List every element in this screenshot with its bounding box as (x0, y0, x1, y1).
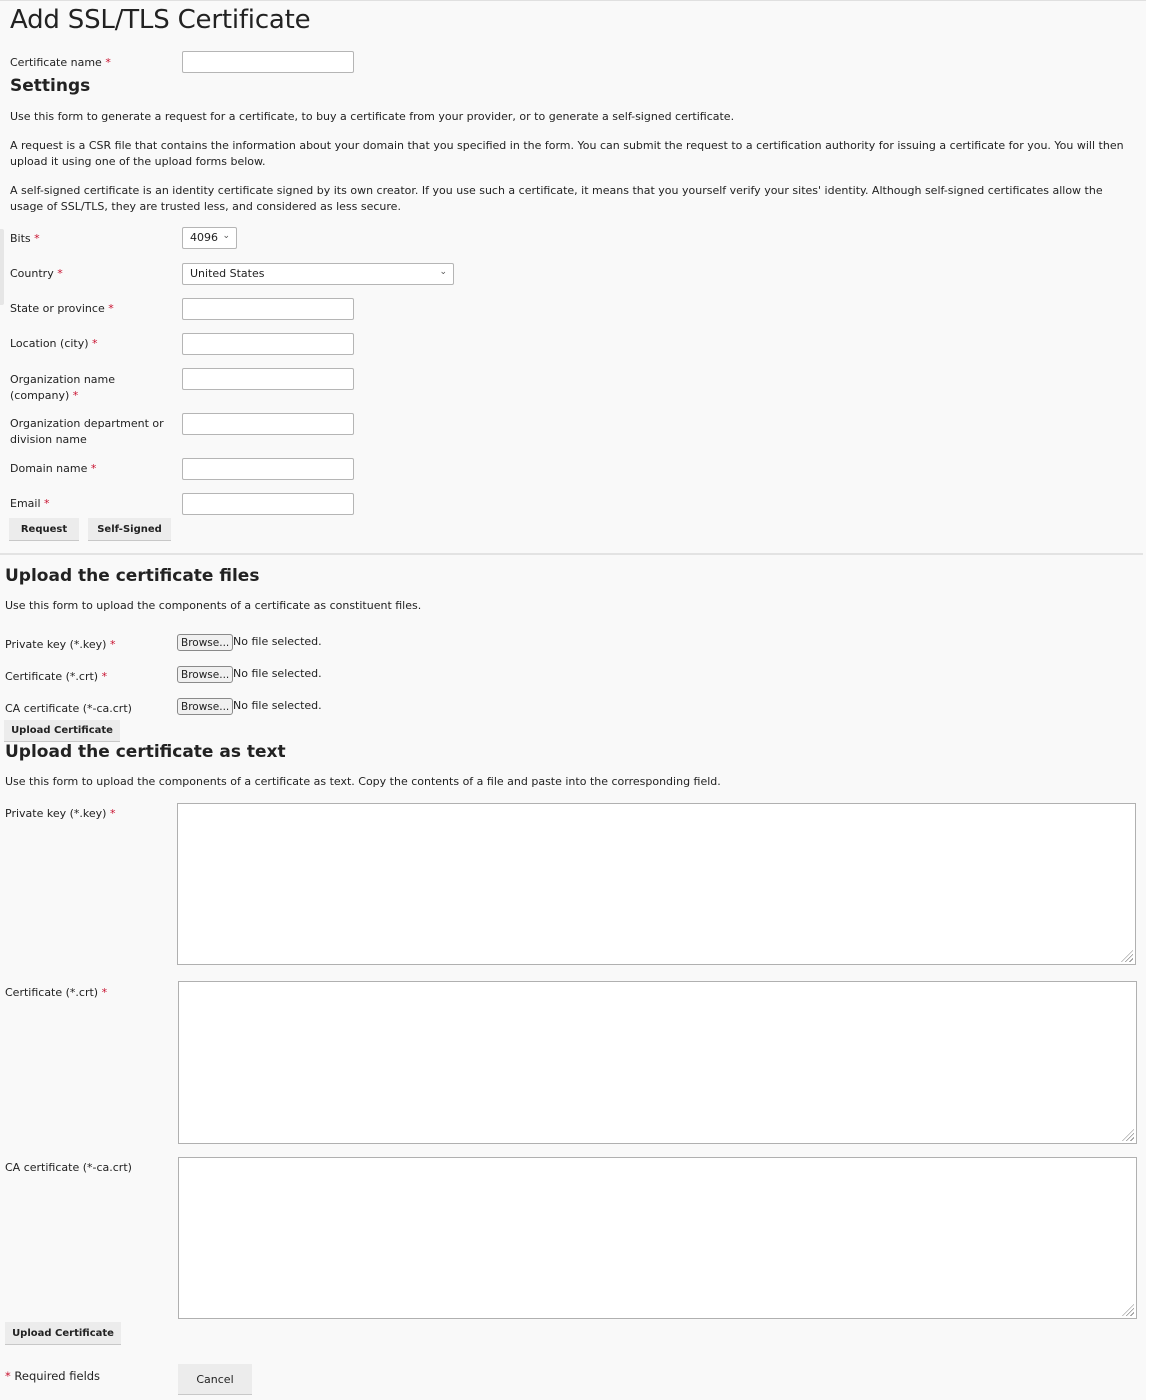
label-text: Location (city) (10, 337, 89, 350)
file-private-key-label (5, 637, 115, 653)
resize-grip-icon[interactable] (1122, 1304, 1134, 1316)
upload-text-heading: Upload the certificate as text (5, 742, 286, 762)
label-text: (company) (10, 389, 70, 402)
label-text: Organization name (10, 373, 116, 386)
private-key-file-status: No file selected. (233, 635, 322, 648)
org-department-input[interactable] (182, 413, 354, 435)
required-note-text: Required fields (14, 1369, 101, 1383)
required-fields-note (5, 1368, 100, 1384)
upload-text-description: Use this form to upload the components of a certificate as text. Copy the contents of a file and paste into the corresponding field. (5, 775, 721, 788)
state-label (10, 301, 114, 317)
country-selected-value: United States (190, 267, 265, 280)
text-ca-certificate-label (5, 1160, 132, 1176)
bits-select[interactable] (182, 227, 237, 249)
certificate-name-label (10, 55, 111, 71)
bits-label (10, 231, 40, 247)
bits-selected-value: 4096 (190, 231, 218, 244)
label-text: division name (10, 433, 87, 446)
required-marker: * (44, 497, 50, 510)
upload-text-submit-button[interactable]: Upload Certificate (5, 1322, 121, 1345)
certificate-name-input[interactable] (182, 51, 354, 73)
label-text: Organization department or (10, 417, 164, 430)
private-key-textarea[interactable] (177, 803, 1136, 965)
settings-heading: Settings (10, 76, 91, 96)
required-marker: * (105, 56, 111, 69)
org-name-input[interactable] (182, 368, 354, 390)
ca-certificate-textarea[interactable] (178, 1157, 1137, 1319)
text-private-key-label (5, 806, 115, 822)
country-label (10, 266, 63, 282)
chevron-down-icon: ⌄ (222, 231, 230, 241)
certificate-textarea[interactable] (178, 981, 1137, 1144)
file-certificate-label (5, 669, 107, 685)
certificate-browse-button[interactable]: Browse... (177, 666, 233, 683)
upload-files-submit-button[interactable]: Upload Certificate (4, 720, 120, 742)
required-marker: * (34, 232, 40, 245)
required-marker: * (92, 337, 98, 350)
label-text: Certificate name (10, 56, 102, 69)
label-text: Private key (*.key) (5, 807, 107, 820)
required-marker: * (57, 267, 63, 280)
section-indicator-bar (0, 229, 4, 305)
upload-files-description: Use this form to upload the components of a certificate as constituent files. (5, 599, 422, 612)
required-marker: * (90, 462, 97, 475)
resize-grip-icon[interactable] (1122, 1129, 1134, 1141)
upload-files-heading: Upload the certificate files (5, 566, 260, 586)
request-button[interactable]: Request (9, 518, 79, 541)
text-certificate-label (5, 985, 107, 1001)
settings-request-paragraph: A request is a CSR file that contains the information about your domain that you specified in the form. You can submit the request to a certification authority for issuing a certificate for you. You will then upload it using one of the upload forms below. (10, 139, 1124, 168)
email-label (10, 496, 50, 512)
label-text: Certificate (*.crt) (5, 986, 99, 999)
required-marker: * (101, 986, 108, 999)
required-marker: * (108, 302, 114, 315)
required-marker: * (109, 638, 116, 651)
ca-certificate-browse-button[interactable]: Browse... (177, 698, 233, 715)
settings-intro-paragraph: Use this form to generate a request for a certificate, to buy a certificate from your provider, or to generate a self-signed certificate. (10, 110, 735, 123)
private-key-browse-button[interactable]: Browse... (177, 634, 233, 651)
page-title: Add SSL/TLS Certificate (10, 5, 311, 35)
domain-input[interactable] (182, 458, 354, 480)
org-department-label (10, 416, 164, 448)
self-signed-button[interactable]: Self-Signed (88, 518, 171, 541)
chevron-down-icon: ⌄ (439, 267, 447, 277)
label-text: Certificate (*.crt) (5, 670, 99, 683)
required-marker: * (5, 1369, 11, 1383)
label-text: Domain name (10, 462, 88, 475)
label-text: Bits (10, 232, 31, 245)
settings-selfsigned-paragraph: A self-signed certificate is an identity certificate signed by its own creator. If you use such a certificate, it means that you yourself verify your sites' identity. Although self-signed certificates allow the usage of SSL/TLS, they are trusted less, and considered as less secure. (10, 184, 1103, 213)
label-text: State or province (10, 302, 105, 315)
country-select[interactable] (182, 263, 454, 285)
label-text: CA certificate (*-ca.crt) (5, 702, 132, 715)
label-text: CA certificate (*-ca.crt) (5, 1161, 132, 1174)
label-text: Email (10, 497, 41, 510)
state-input[interactable] (182, 298, 354, 320)
email-input[interactable] (182, 493, 354, 515)
city-input[interactable] (182, 333, 354, 355)
label-text: Country (10, 267, 54, 280)
cancel-button[interactable]: Cancel (178, 1364, 252, 1395)
resize-grip-icon[interactable] (1121, 950, 1133, 962)
section-divider (0, 553, 1143, 555)
required-marker: * (72, 389, 79, 402)
label-text: Private key (*.key) (5, 638, 107, 651)
city-label (10, 336, 98, 352)
certificate-file-status: No file selected. (233, 667, 322, 680)
file-ca-certificate-label (5, 701, 132, 717)
ca-certificate-file-status: No file selected. (233, 699, 322, 712)
required-marker: * (109, 807, 116, 820)
domain-label (10, 461, 96, 477)
required-marker: * (101, 670, 108, 683)
org-name-label (10, 372, 115, 404)
